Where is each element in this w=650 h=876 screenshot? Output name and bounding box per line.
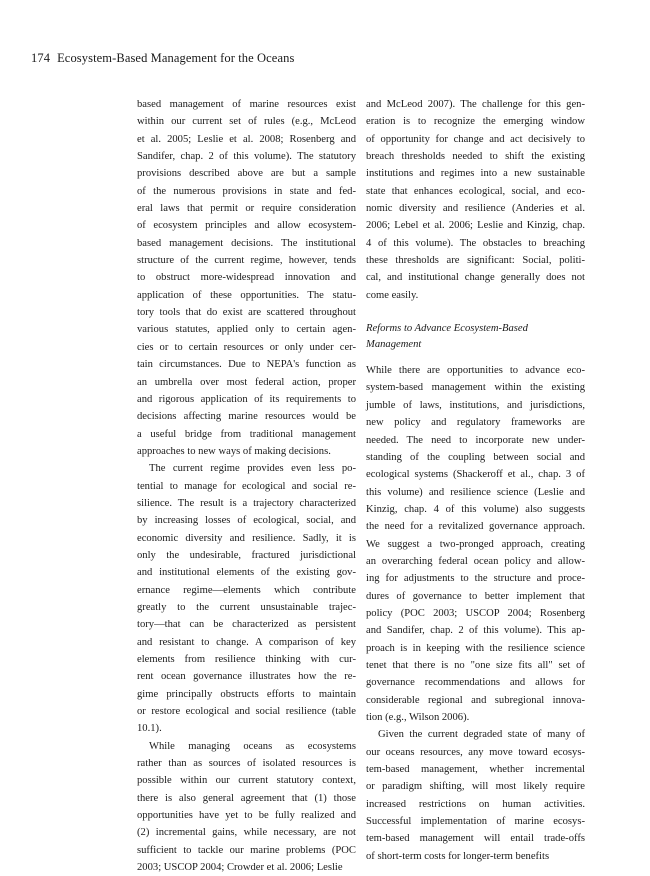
paragraph	[137, 96, 356, 460]
text-line: and resistant to change. A comparison of key	[137, 636, 356, 648]
text-line: breach thresholds needed to shift the existing	[366, 151, 585, 163]
text-line: state that enhances ecological, social, and eco-	[366, 185, 585, 197]
text-line: various statutes, applied only to certain agen-	[137, 324, 356, 336]
section-gap	[366, 304, 585, 321]
text-line: sufficient to tackle our marine problems (POC	[137, 844, 356, 856]
text-line: Kinzig, chap. 4 of this volume) also suggests	[366, 503, 585, 515]
text-line: opportunities have yet to be fully realized and	[137, 810, 356, 822]
right-column	[366, 96, 585, 865]
text-line: jumble of laws, institutions, and jurisdictions,	[366, 399, 585, 411]
text-line: proach is in keeping with the resilience science	[366, 642, 585, 654]
text-line: system-based management within the existing	[366, 382, 585, 394]
text-line: based management of marine resources exist	[137, 99, 356, 110]
text-line: ing for adjustments to the structure and proce-	[366, 573, 585, 585]
text-line: economic diversity and resilience. Sadly, it is	[137, 532, 356, 544]
text-line: Sandifer, chap. 2 of this volume). The statutory	[137, 151, 356, 163]
paragraph	[366, 362, 585, 726]
text-line: 2006; Lebel et al. 2006; Leslie and Kinzig, chap.	[366, 220, 585, 232]
text-line: While there are opportunities to advance eco-	[366, 365, 585, 377]
text-line: rather than as sources of isolated resources is	[137, 758, 356, 770]
text-line: tory tools that do exist are scattered throughout	[137, 307, 356, 319]
text-line: ernance regime—elements which contribute	[137, 584, 356, 596]
text-line: only the undesirable, fractured jurisdictional	[137, 549, 356, 561]
text-line: or restore ecological and social resilience (table	[137, 706, 356, 718]
text-line: considerable regional and subregional innova-	[366, 694, 585, 706]
text-line: or paradigm shifting, will most likely require	[366, 781, 585, 793]
text-line: eration is to recognize the emerging window	[366, 116, 585, 128]
text-line: Successful implementation of marine ecosys-	[366, 816, 585, 828]
text-line: tain circumstances. Due to NEPA's function as	[137, 359, 356, 371]
paragraph	[366, 726, 585, 865]
page-number: 174	[31, 51, 51, 65]
text-line: governance recommendations and allows for	[366, 677, 585, 689]
text-line: gime principally obstructs efforts to maintain	[137, 688, 356, 700]
text-line: application of these opportunities. The statu-	[137, 289, 356, 301]
text-line: of ecosystem principles and allow ecosystem-	[137, 220, 356, 232]
text-line: cal, and institutional change generally does not	[366, 272, 585, 284]
text-line: there is also general agreement that (1) those	[137, 792, 356, 804]
text-line: Given the current degraded state of many of	[378, 729, 585, 741]
text-line: greatly to the current unsustainable trajec-	[137, 601, 356, 613]
text-line: tory—that can be characterized as persistent	[137, 619, 356, 631]
paragraph	[137, 460, 356, 738]
text-line: and institutional elements of the existing gov-	[137, 567, 356, 579]
text-line: and McLeod 2007). The challenge for this gen-	[366, 99, 585, 110]
text-line: 10.1).	[137, 723, 162, 735]
text-line: within our current set of rules (e.g., McLeod	[137, 116, 356, 128]
paragraph	[137, 738, 356, 876]
text-line: of opportunity for change and act decisively to	[366, 133, 585, 145]
text-line: (2) incremental gains, while necessary, are not	[137, 827, 356, 839]
text-line: tem-based management, whether incremental	[366, 764, 585, 776]
text-line: to obstruct more-widespread innovation and	[137, 272, 356, 284]
text-line: The current regime provides even less po-	[149, 463, 356, 475]
text-line: dures of governance to better implement that	[366, 590, 585, 602]
text-line: new policy and regulatory frameworks are	[366, 417, 585, 429]
paragraph	[366, 96, 585, 304]
text-line: 4 of this volume). The obstacles to breaching	[366, 237, 585, 249]
text-line: provisions described above are but a sample	[137, 168, 356, 180]
text-line: rent ocean governance illustrates how the re-	[137, 671, 356, 683]
text-line: and rigorous application of its requirements to	[137, 393, 356, 405]
running-head	[31, 51, 294, 66]
text-line: possible within our current statutory context,	[137, 775, 356, 787]
left-column	[137, 96, 356, 876]
text-line: approaches to new ways of making decisions.	[137, 445, 331, 457]
text-line: an umbrella over most federal action, proper	[137, 376, 356, 388]
text-line: the need for a revitalized governance approach.	[366, 521, 585, 533]
text-line: ecological systems (Shackeroff et al., chap. 3 of	[366, 469, 585, 481]
text-line: based management decisions. The institutional	[137, 237, 356, 249]
running-title: Ecosystem-Based Management for the Oceans	[57, 51, 295, 65]
subheading-line: Reforms to Advance Ecosystem-Based	[366, 323, 528, 335]
text-line: tential to manage for ecological and social re-	[137, 480, 356, 492]
text-line: of short-term costs for longer-term benefits	[366, 850, 550, 862]
text-line: et al. 2005; Leslie et al. 2008; Rosenberg and	[137, 133, 356, 145]
section-subheading	[366, 321, 585, 353]
text-line: cies or to certain resources or only under cer-	[137, 341, 356, 353]
text-line: standing of the coupling between social and	[366, 451, 585, 463]
text-line: decisions affecting marine resources would be	[137, 411, 356, 423]
text-line: a useful bridge from traditional management	[137, 428, 356, 440]
text-line: tem-based management will entail trade-offs	[366, 833, 585, 845]
text-line: elements from resilience thinking with cur-	[137, 654, 356, 665]
text-line: and Sandifer, chap. 2 of this volume). This ap-	[366, 625, 585, 637]
text-line: increased restrictions on human activities.	[366, 798, 585, 810]
text-line: needed. The need to incorporate new under-	[366, 434, 585, 446]
text-line: eral laws that permit or require consideration	[137, 203, 356, 215]
text-line: come easily.	[366, 289, 419, 301]
text-line: this volume) and resilience science (Leslie and	[366, 486, 585, 498]
text-line: While managing oceans as ecosystems	[149, 740, 356, 752]
text-line: institutions and regimes into a new sustainable	[366, 168, 585, 180]
text-line: structure of the current regime, however, tends	[137, 255, 356, 267]
text-line: silience. The result is a trajectory characterized	[137, 497, 356, 509]
text-line: policy (POC 2003; USCOP 2004; Rosenberg	[366, 607, 585, 619]
text-line: tenet that there is no "one size fits all" set of	[366, 659, 585, 671]
text-line: our oceans resources, any move toward ecosys-	[366, 746, 585, 758]
text-line: these thresholds are significant: Social, politi-	[366, 255, 585, 267]
text-line: 2003; USCOP 2004; Crowder et al. 2006; Leslie	[137, 862, 343, 874]
text-line: tion (e.g., Wilson 2006).	[366, 712, 470, 723]
text-line: by increasing losses of ecological, social, and	[137, 515, 356, 527]
text-line: an overarching federal ocean policy and allow-	[366, 555, 585, 567]
text-line: of the numerous provisions in state and fed-	[137, 185, 356, 197]
text-line: We suggest a two-pronged approach, creating	[366, 538, 585, 550]
subheading-line: Management	[366, 339, 422, 351]
text-line: nomic diversity and resilience (Anderies et al.	[366, 203, 585, 215]
